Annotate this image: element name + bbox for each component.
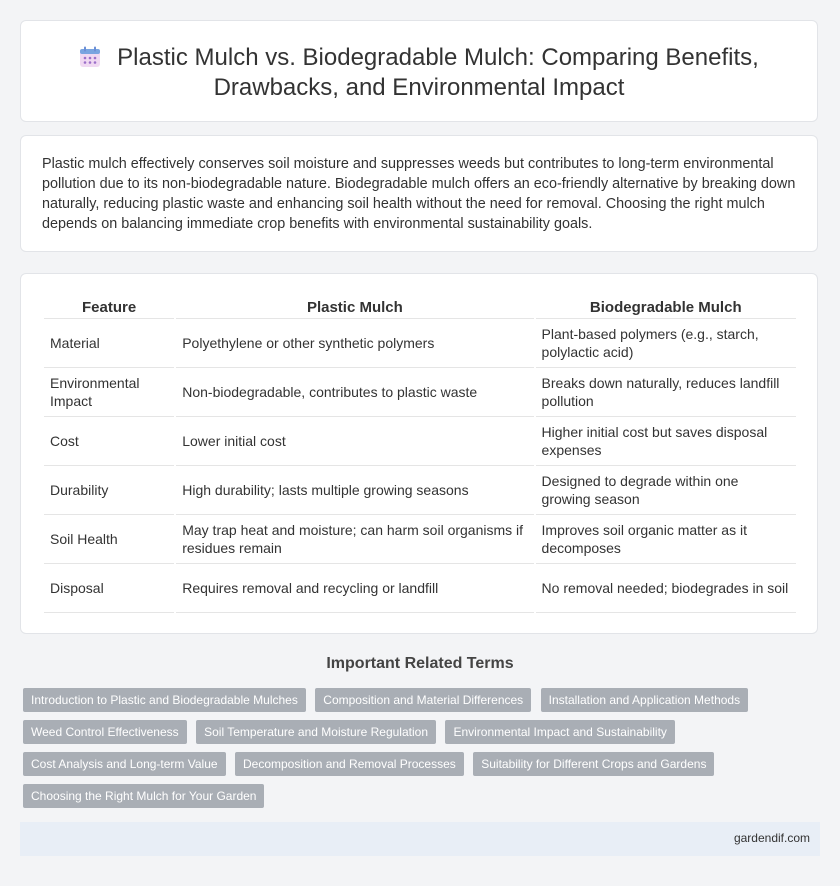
related-terms-list	[23, 688, 803, 816]
row-plastic: May trap heat and moisture; can harm soil organisms if residues remain	[176, 515, 533, 564]
row-feature: Environmental Impact	[44, 368, 174, 417]
comparison-table	[42, 296, 798, 613]
row-feature: Material	[44, 319, 174, 368]
header	[21, 43, 817, 103]
page-title	[21, 43, 817, 103]
comparison-card	[20, 273, 818, 634]
row-plastic: Polyethylene or other synthetic polymers	[176, 319, 533, 368]
row-feature: Soil Health	[44, 515, 174, 564]
table-row	[44, 319, 796, 368]
related-term-tag[interactable]: Suitability for Different Crops and Gardens	[473, 752, 714, 776]
related-term-tag[interactable]: Composition and Material Differences	[315, 688, 531, 712]
page-title-text: Plastic Mulch vs. Biodegradable Mulch: Comparing Benefits, Drawbacks, and Environmental Impact	[117, 44, 759, 101]
related-term-tag[interactable]: Introduction to Plastic and Biodegradable Mulches	[23, 688, 306, 712]
row-feature: Durability	[44, 466, 174, 515]
row-feature: Cost	[44, 417, 174, 466]
row-biodegradable: Designed to degrade within one growing season	[536, 466, 796, 515]
row-biodegradable: Improves soil organic matter as it decomposes	[536, 515, 796, 564]
footer-site-link[interactable]: gardendif.com	[733, 831, 810, 845]
header-plastic-mulch: Plastic Mulch	[176, 296, 533, 319]
related-term-tag[interactable]: Cost Analysis and Long-term Value	[23, 752, 226, 776]
header-feature: Feature	[44, 296, 174, 319]
intro-card	[20, 135, 818, 252]
row-biodegradable: No removal needed; biodegrades in soil	[536, 564, 796, 613]
row-feature: Disposal	[44, 564, 174, 613]
row-plastic: Lower initial cost	[176, 417, 533, 466]
related-term-tag[interactable]: Soil Temperature and Moisture Regulation	[196, 720, 436, 744]
calendar-icon	[79, 46, 101, 68]
row-plastic: Non-biodegradable, contributes to plastic waste	[176, 368, 533, 417]
row-plastic: High durability; lasts multiple growing seasons	[176, 466, 533, 515]
related-term-tag[interactable]: Installation and Application Methods	[541, 688, 748, 712]
row-biodegradable: Breaks down naturally, reduces landfill pollution	[536, 368, 796, 417]
related-term-tag[interactable]: Weed Control Effectiveness	[23, 720, 187, 744]
related-term-tag[interactable]: Environmental Impact and Sustainability	[445, 720, 674, 744]
table-header-row	[44, 296, 796, 319]
header-card	[20, 20, 818, 122]
footer	[20, 822, 820, 856]
intro-paragraph: Plastic mulch effectively conserves soil moisture and suppresses weeds but contributes to long-term environmental pollution due to its non-biodegradable nature. Biodegradable mulch offers an eco-friendly alternative by breaking down naturally, reducing plastic waste and enhancing soil health without the need for removal. Choosing the right mulch depends on balancing immediate crop benefits with environmental sustainability goals.	[42, 156, 796, 232]
row-biodegradable: Plant-based polymers (e.g., starch, polylactic acid)	[536, 319, 796, 368]
table-row	[44, 368, 796, 417]
related-term-tag[interactable]: Choosing the Right Mulch for Your Garden	[23, 784, 264, 808]
table-row	[44, 564, 796, 613]
related-term-tag[interactable]: Decomposition and Removal Processes	[235, 752, 464, 776]
related-terms-title: Important Related Terms	[326, 655, 514, 672]
table-row	[44, 466, 796, 515]
table-row	[44, 515, 796, 564]
row-biodegradable: Higher initial cost but saves disposal expenses	[536, 417, 796, 466]
row-plastic: Requires removal and recycling or landfill	[176, 564, 533, 613]
table-row	[44, 417, 796, 466]
header-biodegradable-mulch: Biodegradable Mulch	[536, 296, 796, 319]
